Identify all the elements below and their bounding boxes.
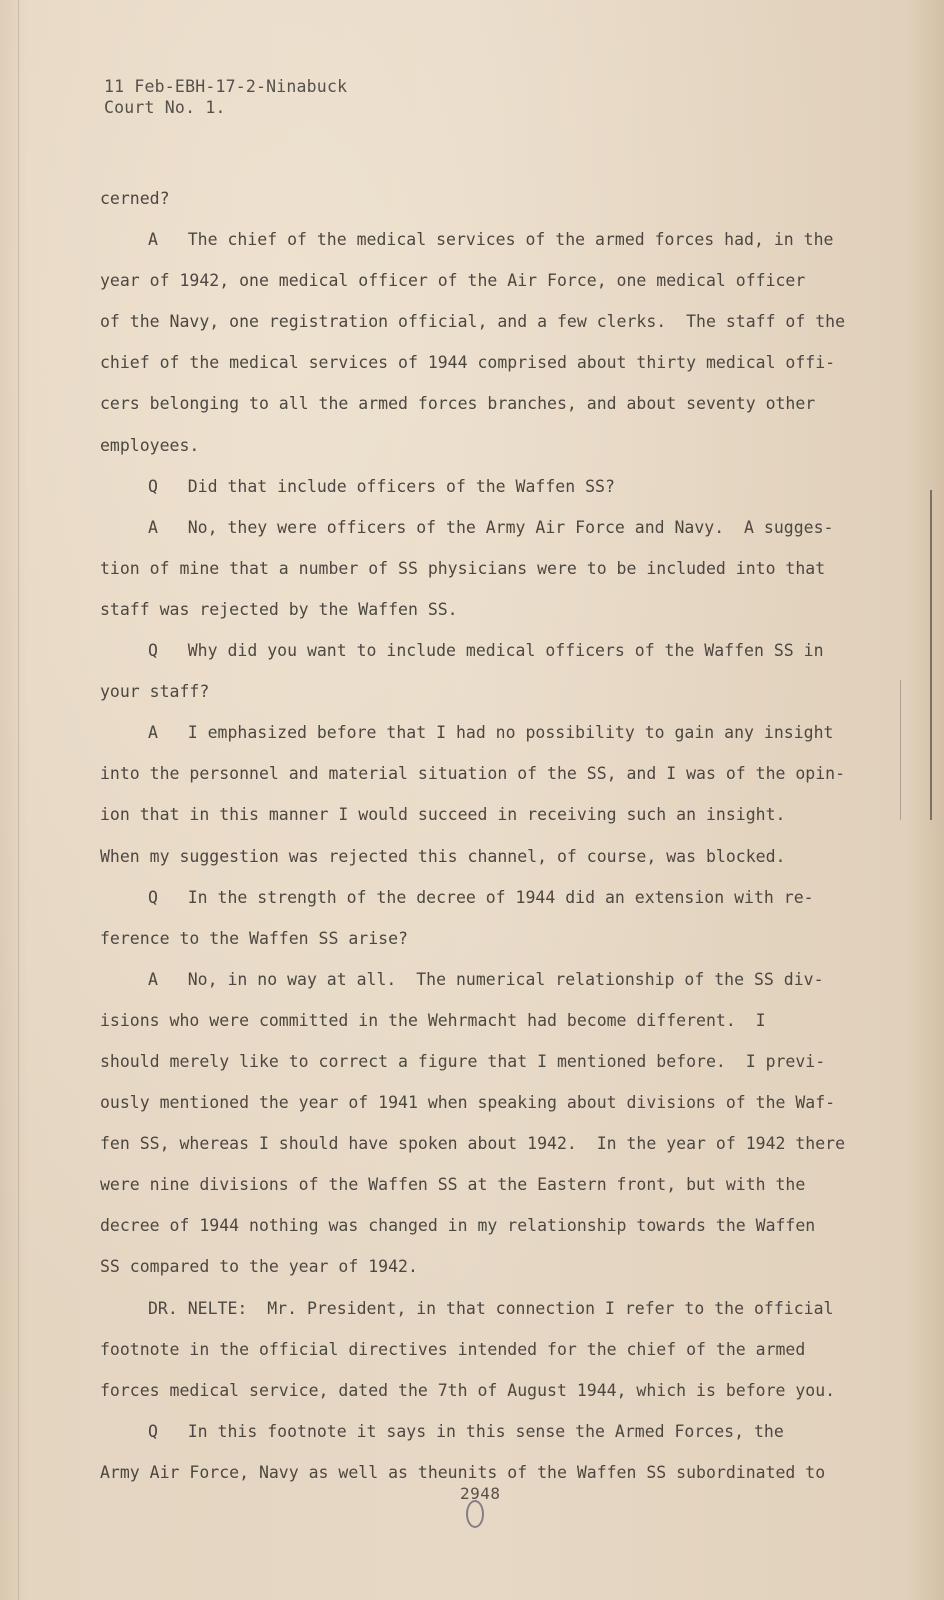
header-reference: 11 Feb-EBH-17-2-Ninabuck	[104, 77, 348, 96]
transcript-line: forces medical service, dated the 7th of August 1944, which is before you.	[100, 1380, 836, 1400]
header-court: Court No. 1.	[104, 98, 226, 117]
transcript-line: A The chief of the medical services of the armed forces had, in the	[148, 230, 834, 250]
transcript-line: DR. NELTE: Mr. President, in that connection I refer to the official	[148, 1298, 834, 1318]
transcript-line: staff was rejected by the Waffen SS.	[100, 599, 458, 619]
transcript-line: cers belonging to all the armed forces branches, and about seventy other	[100, 394, 816, 414]
transcript-line: isions who were committed in the Wehrmacht had become different. I	[100, 1010, 766, 1030]
transcript-line: A No, in no way at all. The numerical relationship of the SS div-	[148, 969, 824, 989]
transcript-line: should merely like to correct a figure that I mentioned before. I previ-	[100, 1051, 826, 1071]
transcript-line: A No, they were officers of the Army Air Force and Navy. A sugges-	[148, 517, 834, 537]
transcript-line: Q In this footnote it says in this sense the Armed Forces, the	[148, 1421, 784, 1441]
transcript-line: decree of 1944 nothing was changed in my relationship towards the Waffen	[100, 1216, 816, 1236]
document-header	[104, 76, 347, 118]
transcript-body	[100, 178, 880, 1493]
transcript-line: ion that in this manner I would succeed in receiving such an insight.	[100, 805, 786, 825]
transcript-line: A I emphasized before that I had no possibility to gain any insight	[148, 723, 834, 743]
transcript-line: SS compared to the year of 1942.	[100, 1257, 418, 1277]
page-edge-shadow	[18, 0, 19, 1600]
transcript-line: Q Did that include officers of the Waffen SS?	[148, 476, 615, 496]
handwritten-mark	[466, 1500, 484, 1528]
paper-crease-mark	[900, 680, 901, 820]
transcript-line: tion of mine that a number of SS physicians were to be included into that	[100, 558, 826, 578]
transcript-line: Q In the strength of the decree of 1944 did an extension with re-	[148, 887, 814, 907]
transcript-line: Q Why did you want to include medical officers of the Waffen SS in	[148, 641, 824, 661]
transcript-line: fen SS, whereas I should have spoken about 1942. In the year of 1942 there	[100, 1134, 846, 1154]
paper-tear-mark	[930, 490, 932, 820]
transcript-line: into the personnel and material situation of the SS, and I was of the opin-	[100, 764, 846, 784]
transcript-line: year of 1942, one medical officer of the Air Force, one medical officer	[100, 271, 806, 291]
transcript-line: When my suggestion was rejected this channel, of course, was blocked.	[100, 846, 786, 866]
transcript-line: footnote in the official directives intended for the chief of the armed	[100, 1339, 806, 1359]
transcript-line: of the Navy, one registration official, and a few clerks. The staff of the	[100, 312, 846, 332]
transcript-line: your staff?	[100, 682, 210, 702]
transcript-line: chief of the medical services of 1944 comprised about thirty medical offi-	[100, 353, 836, 373]
transcript-line: Army Air Force, Navy as well as theunits of the Waffen SS subordinated to	[100, 1462, 826, 1482]
transcript-line: were nine divisions of the Waffen SS at the Eastern front, but with the	[100, 1175, 806, 1195]
transcript-line: employees.	[100, 435, 200, 455]
transcript-line: ously mentioned the year of 1941 when speaking about divisions of the Waf-	[100, 1093, 836, 1113]
page-number: 2948	[460, 1484, 501, 1503]
transcript-line: cerned?	[100, 189, 170, 208]
transcript-line: ference to the Waffen SS arise?	[100, 928, 408, 948]
